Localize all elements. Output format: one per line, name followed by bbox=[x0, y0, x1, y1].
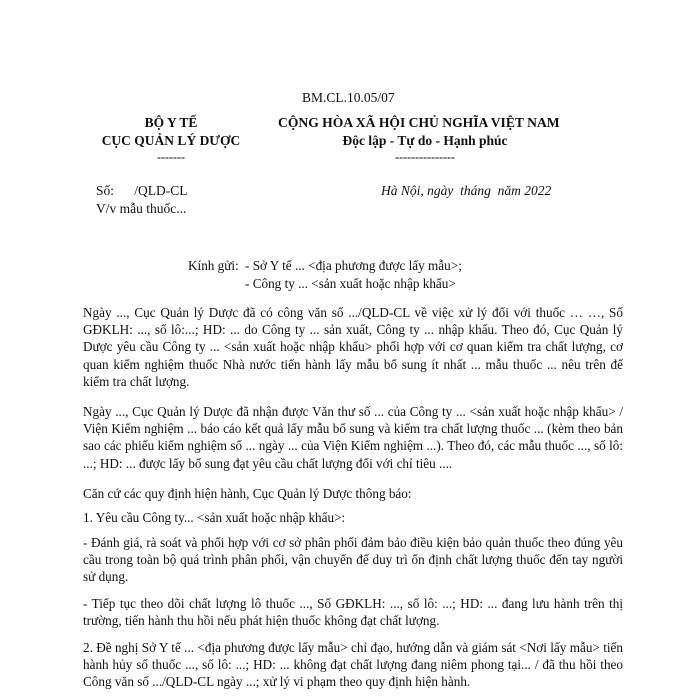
body-paragraph-5: - Đánh giá, rà soát và phối hợp với cơ sở phân phối đảm bảo điều kiện bảo quản thuốc theo đúng yêu cầu trong toàn bộ quá trình phân phối, vận chuyển để duy trì ổn định chất lượng thuốc đến tay người sử dụng. bbox=[83, 535, 623, 585]
body-paragraph-3: Căn cứ các quy định hiện hành, Cục Quản lý Dược thông báo: bbox=[83, 486, 412, 501]
body-paragraph-2: Ngày ..., Cục Quản lý Dược đã nhận được Văn thư số ... của Công ty ... <sản xuất hoặc nhập khẩu> / Viện Kiểm nghiệm ... báo cáo kết quả lấy mẫu bổ sung và kiểm tra chất lượng thuốc ... (kèm theo bản sao các phiếu kiểm nghiệm số ... ngày ... của Viện Kiểm nghiệm ...). Theo đó, các mẫu thuốc ..., số lô: ...; HD: ... được lấy bổ sung đạt yêu cầu chất lượng đối với chỉ tiêu .... bbox=[83, 404, 623, 471]
ministry-name: BỘ Y TẾ bbox=[144, 115, 198, 130]
nation-title: CỘNG HÒA XÃ HỘI CHỦ NGHĨA VIỆT NAM bbox=[278, 115, 560, 130]
document-number: Số: /QLD-CL bbox=[96, 183, 188, 198]
department-name: CỤC QUẢN LÝ DƯỢC bbox=[101, 133, 241, 148]
recipient-line-2: - Công ty ... <sản xuất hoặc nhập khẩu> bbox=[245, 276, 456, 291]
body-paragraph-1: Ngày ..., Cục Quản lý Dược đã có công văn số .../QLD-CL về việc xử lý đối với thuốc … …, Số GĐKLH: ..., số lô:...; HD: ... do Công ty ... sản xuất, Công ty ... nhập khẩu. Theo đó, Cục Quản lý Dược yêu cầu Công ty ... <sản xuất hoặc nhập khẩu> phối hợp với cơ quan kiểm tra chất lượng, cơ quan kiểm nghiệm thuốc Nhà nước tiến hành lấy mẫu bổ sung ít nhất ... mẫu thuốc ... nêu trên để kiểm tra chất lượng. bbox=[83, 305, 623, 389]
body-paragraph-4: 1. Yêu cầu Công ty... <sản xuất hoặc nhập khẩu>: bbox=[83, 510, 346, 525]
recipient-line-1: - Sở Y tế ... <địa phương được lấy mẫu>; bbox=[245, 258, 462, 273]
form-code: BM.CL.10.05/07 bbox=[302, 90, 395, 105]
document-subject: V/v mẫu thuốc... bbox=[96, 201, 187, 216]
recipients-label: Kính gửi: bbox=[188, 258, 239, 273]
right-header-divider: --------------- bbox=[395, 150, 455, 164]
body-paragraph-6: - Tiếp tục theo dõi chất lượng lô thuốc ..., Số GĐKLH: ..., số lô: ...; HD: ... đang lưu hành trên thị trường, tiến hành thu hồi nếu phát hiện thuốc không đạt chất lượng. bbox=[83, 596, 623, 629]
left-header-divider: ------- bbox=[157, 150, 185, 164]
national-motto: Độc lập - Tự do - Hạnh phúc bbox=[342, 133, 508, 148]
body-paragraph-7: 2. Đề nghị Sở Y tế ... <địa phương được lấy mẫu> chỉ đạo, hướng dẫn và giám sát <Nơi lấy mẫu> tiến hành hủy số thuốc ..., số lô: ...; HD: ... không đạt chất lượng đang niêm phong tại... / đã thu hồi theo Công văn số .../QLD-CL ngày ...; xử lý vi phạm theo quy định hiện hành. bbox=[83, 640, 623, 690]
place-and-date: Hà Nội, ngày tháng năm 2022 bbox=[381, 183, 552, 198]
